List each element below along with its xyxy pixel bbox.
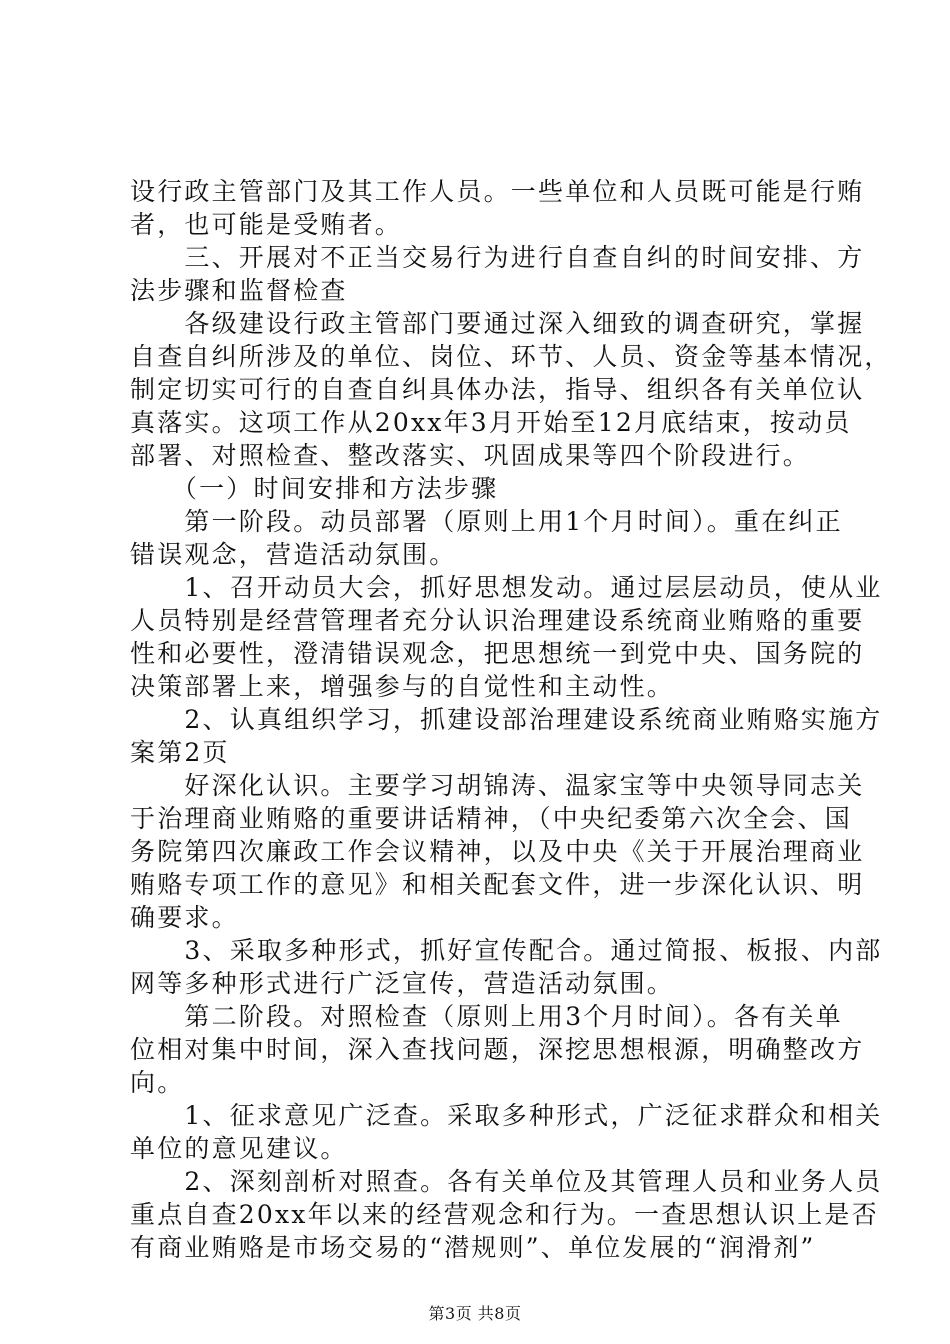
text-line: 决策部署上来，增强参与的自觉性和主动性。 xyxy=(130,672,675,701)
text-line: 者，也可能是受贿者。 xyxy=(130,210,403,239)
section-heading: 法步骤和监督检查 xyxy=(130,276,348,305)
text-line: 第二阶段。对照检查（原则上用3个月时间）。各有关单 xyxy=(130,1002,843,1031)
text-line: 有商业贿赂是市场交易的“潜规则”、单位发展的“润滑剂” xyxy=(130,1233,816,1262)
text-line: 位相对集中时间，深入查找问题，深挖思想根源，明确整改方 xyxy=(130,1035,865,1064)
text-line: 好深化认识。主要学习胡锦涛、温家宝等中央领导同志关 xyxy=(130,771,865,800)
text-line: 自查自纠所涉及的单位、岗位、环节、人员、资金等基本情况， xyxy=(130,342,892,371)
text-line: 重点自查20xx年以来的经营观念和行为。一查思想认识上是否 xyxy=(130,1200,879,1229)
text-line: 部署、对照检查、整改落实、巩固成果等四个阶段进行。 xyxy=(130,441,811,470)
text-line: 各级建设行政主管部门要通过深入细致的调查研究，掌握 xyxy=(130,309,865,338)
page-number-footer: 第3页 共8页 xyxy=(428,1304,522,1323)
text-line: 贿赂专项工作的意见》和相关配套文件，进一步深化认识、明 xyxy=(130,870,865,899)
text-line: 1、召开动员大会，抓好思想发动。通过层层动员，使从业 xyxy=(130,573,883,602)
text-line: 设行政主管部门及其工作人员。一些单位和人员既可能是行贿 xyxy=(130,177,865,206)
text-line: 务院第四次廉政工作会议精神，以及中央《关于开展治理商业 xyxy=(130,837,865,866)
text-line: 1、征求意见广泛查。采取多种形式，广泛征求群众和相关 xyxy=(130,1101,883,1130)
subsection-heading: （一）时间安排和方法步骤 xyxy=(130,474,499,503)
text-line: 单位的意见建议。 xyxy=(130,1134,348,1163)
text-line: 3、采取多种形式，抓好宣传配合。通过简报、板报、内部 xyxy=(130,936,883,965)
text-line: 确要求。 xyxy=(130,903,239,932)
text-line: 2、深刻剖析对照查。各有关单位及其管理人员和业务人员 xyxy=(130,1167,883,1196)
text-line: 真落实。这项工作从20xx年3月开始至12月底结束，按动员 xyxy=(130,408,852,437)
text-line: 网等多种形式进行广泛宣传，营造活动氛围。 xyxy=(130,969,675,998)
text-line: 案第2页 xyxy=(130,738,230,767)
text-line: 制定切实可行的自查自纠具体办法，指导、组织各有关单位认 xyxy=(130,375,865,404)
text-line: 第一阶段。动员部署（原则上用1个月时间）。重在纠正 xyxy=(130,507,843,536)
text-line: 性和必要性，澄清错误观念，把思想统一到党中央、国务院的 xyxy=(130,639,865,668)
text-line: 2、认真组织学习，抓建设部治理建设系统商业贿赂实施方 xyxy=(130,705,883,734)
text-line: 于治理商业贿赂的重要讲话精神，（中央纪委第六次全会、国 xyxy=(130,804,852,833)
text-line: 错误观念，营造活动氛围。 xyxy=(130,540,457,569)
section-heading: 三、开展对不正当交易行为进行自查自纠的时间安排、方 xyxy=(130,243,865,272)
text-line: 人员特别是经营管理者充分认识治理建设系统商业贿赂的重要 xyxy=(130,606,865,635)
text-line: 向。 xyxy=(130,1068,185,1097)
